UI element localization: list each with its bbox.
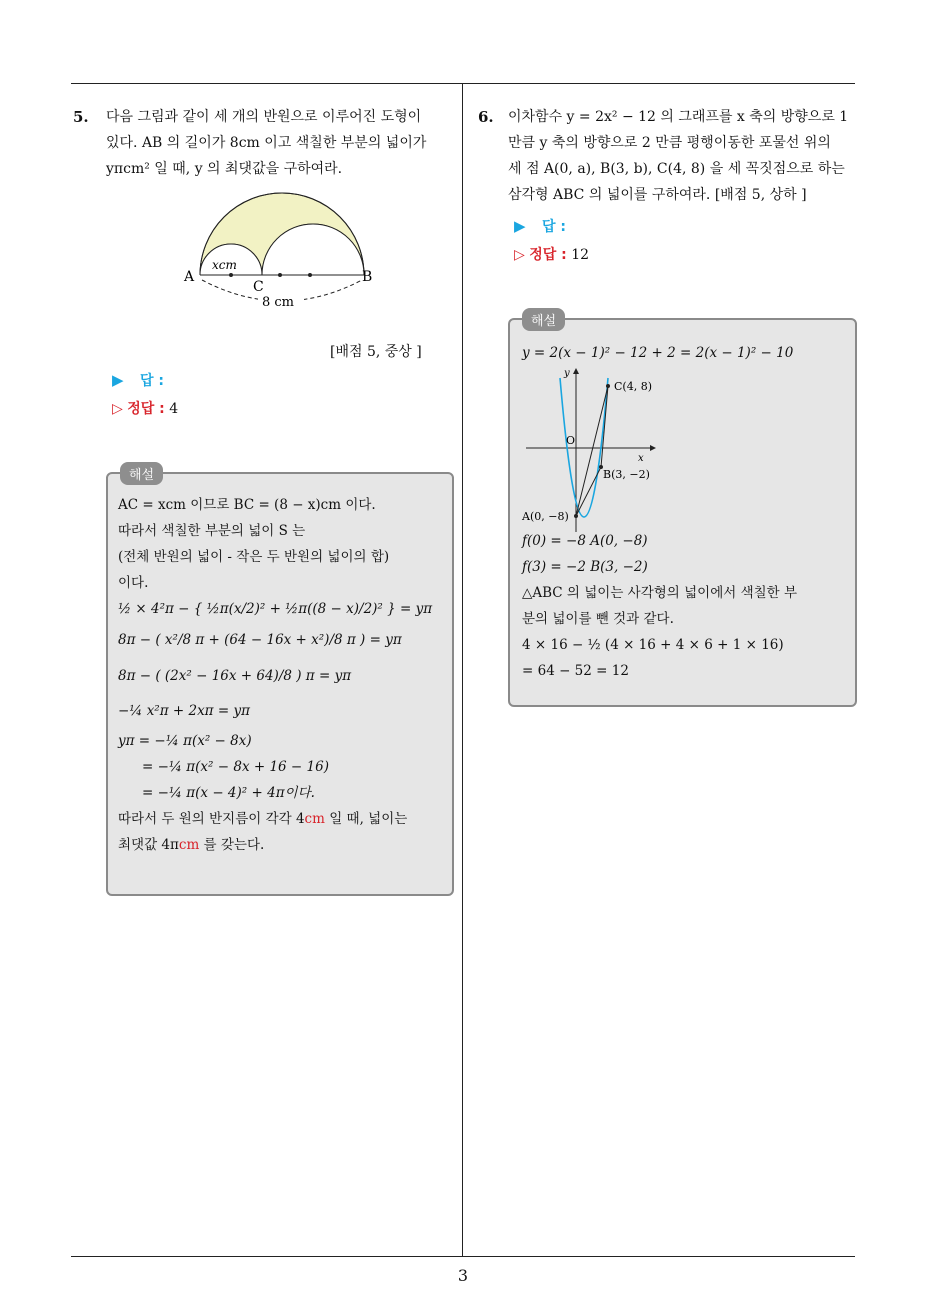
answer-label: 답 : [140, 373, 164, 389]
correct-answer-row [514, 244, 589, 264]
label-a: A [184, 269, 195, 285]
solution-line: 분의 넓이를 뺀 것과 같다. [522, 611, 674, 627]
center-dot [229, 273, 233, 277]
axis-label-y: y [564, 368, 570, 379]
solution-text-part: 를 갖는다. [199, 837, 265, 853]
label-c: C [253, 279, 264, 295]
axis-label-x: x [638, 453, 644, 464]
question-line: 만큼 y 축의 방향으로 2 만큼 평행이동한 포물선 위의 [508, 135, 831, 151]
triangle-abc [576, 386, 608, 516]
column-divider [462, 83, 463, 1257]
solution-line: 이다. [118, 575, 149, 591]
semicircle-figure [180, 192, 380, 316]
label-total: 8 cm [262, 295, 295, 310]
label-x: xcm [212, 258, 237, 272]
question-line: 세 점 A(0, a), B(3, b), C(4, 8) 을 세 꼭짓점으로 하는 [508, 161, 845, 177]
solution-text-part: 일 때, 넓이는 [324, 811, 408, 827]
solution-line: f(3) = −2 B(3, −2) [522, 559, 648, 575]
outline-triangle-icon: ▷ [112, 401, 123, 417]
correct-label: 정답 : [529, 247, 567, 263]
correct-label: 정답 : [127, 401, 165, 417]
play-icon: ▶ [514, 217, 526, 235]
solution-box [508, 314, 857, 707]
solution-line: f(0) = −8 A(0, −8) [522, 533, 648, 549]
point-a [574, 514, 578, 518]
question-line: 삼각형 ABC 의 넓이를 구하여라. [배점 5, 상하 ] [508, 187, 807, 203]
top-rule [71, 83, 855, 84]
question-text [106, 104, 456, 182]
solution-box [106, 468, 454, 896]
label-b: B [362, 269, 373, 285]
solution-text-part: 따라서 두 원의 반지름이 각각 4 [118, 811, 305, 827]
label-b: B(3, −2) [603, 468, 650, 481]
y-axis-arrow [573, 368, 579, 374]
solution-line: △ABC 의 넓이는 사각형의 넓이에서 색칠한 부 [522, 585, 798, 601]
solution-line: = 64 − 52 = 12 [522, 663, 629, 679]
point-c [606, 384, 610, 388]
play-icon: ▶ [112, 371, 124, 389]
solution-line: 따라서 색칠한 부분의 넓이 S 는 [118, 523, 306, 539]
question-text [508, 104, 860, 208]
outline-triangle-icon: ▷ [514, 247, 525, 263]
solution-line: AC = xcm 이므로 BC = (8 − x)cm 이다. [118, 497, 376, 513]
unit-cm: cm [304, 811, 325, 827]
question-number: 5. [73, 108, 89, 126]
label-c: C(4, 8) [614, 380, 652, 393]
unit-cm: cm [178, 837, 200, 853]
solution-text [522, 528, 852, 684]
solution-tag: 해설 [522, 308, 565, 331]
correct-value: 4 [169, 401, 179, 417]
question-line: 있다. AB 의 길이가 8cm 이고 색칠한 부분의 넓이가 [106, 135, 427, 151]
solution-line: yπ = −¼ π(x² − 8x) [118, 733, 252, 749]
solution-top-line: y = 2(x − 1)² − 12 + 2 = 2(x − 1)² − 10 [522, 345, 794, 361]
correct-answer-row [112, 398, 178, 418]
x-axis-arrow [650, 445, 656, 451]
label-a: A(0, −8) [522, 510, 569, 523]
question-line: yπcm² 일 때, y 의 최댓값을 구하여라. [106, 161, 343, 177]
page-number: 3 [457, 1266, 469, 1285]
solution-line: = −¼ π(x − 4)² + 4π이다. [142, 785, 315, 801]
solution-line: −¼ x²π + 2xπ = yπ [118, 703, 250, 719]
question-number: 6. [478, 108, 494, 126]
answer-label: 답 : [542, 219, 566, 235]
solution-line: ½ × 4²π − { ½π(x/2)² + ½π((8 − x)/2)² } = yπ [118, 601, 433, 617]
parabola-graph [520, 366, 670, 538]
solution-line: 8π − ( x²/8 π + (64 − 16x + x²)/8 π ) = yπ [118, 632, 402, 648]
solution-line [118, 832, 448, 858]
solution-text-part: 최댓값 4π [118, 837, 179, 853]
solution-text [118, 492, 448, 858]
solution-tag: 해설 [120, 462, 163, 485]
solution-line: 8π − ( (2x² − 16x + 64)/8 ) π = yπ [118, 668, 352, 684]
answer-row [112, 370, 164, 390]
question-line: 다음 그림과 같이 세 개의 반원으로 이루어진 도형이 [106, 109, 422, 125]
bottom-rule [71, 1256, 855, 1257]
solution-line: = −¼ π(x² − 8x + 16 − 16) [142, 759, 329, 775]
solution-line [118, 806, 448, 832]
solution-line: 4 × 16 − ½ (4 × 16 + 4 × 6 + 1 × 16) [522, 637, 784, 653]
question-line: 이차함수 y = 2x² − 12 의 그래프를 x 축의 방향으로 1 [508, 109, 849, 125]
correct-value: 12 [571, 247, 590, 263]
score-difficulty: [배점 5, 중상 ] [330, 344, 422, 360]
solution-line: (전체 반원의 넓이 - 작은 두 반원의 넓이의 합) [118, 549, 390, 565]
center-dot [308, 273, 312, 277]
answer-row [514, 216, 566, 236]
center-dot [278, 273, 282, 277]
origin-label: O [566, 434, 576, 447]
